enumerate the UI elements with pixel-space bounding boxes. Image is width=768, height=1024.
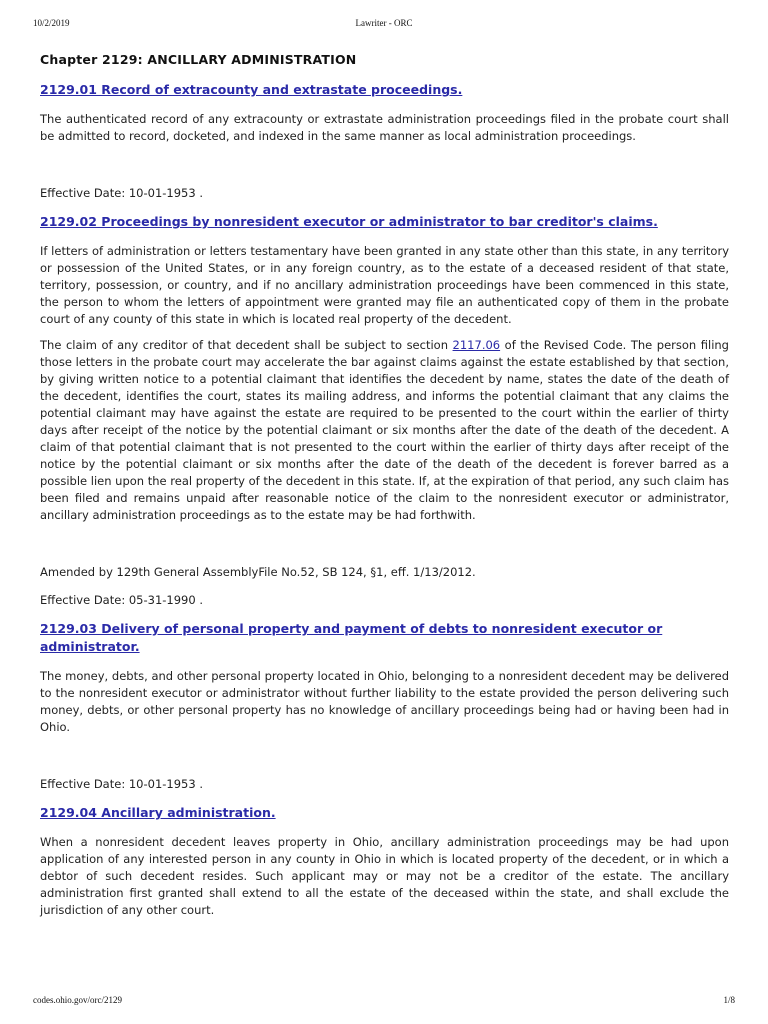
effective-date-2129-02: Effective Date: 05-31-1990 . bbox=[40, 593, 203, 607]
section-text-2129-02-p2 bbox=[40, 337, 729, 524]
section-2117-06-link[interactable]: 2117.06 bbox=[452, 338, 501, 352]
document-content bbox=[40, 47, 729, 928]
section-link-2129-03[interactable]: 2129.03 Delivery of personal property and payment of debts to nonresident executor or administrator. bbox=[40, 621, 663, 654]
print-url: codes.ohio.gov/orc/2129 bbox=[33, 995, 122, 1005]
print-title: Lawriter - ORC bbox=[355, 18, 413, 28]
p2-text-start: The claim of any creditor of that decedent shall be subject to section bbox=[40, 338, 453, 352]
section-link-2129-02[interactable]: 2129.02 Proceedings by nonresident executor or administrator to bar creditor's claims. bbox=[40, 214, 658, 229]
page-number: 1/8 bbox=[723, 995, 735, 1005]
section-link-2129-01[interactable]: 2129.01 Record of extracounty and extrastate proceedings. bbox=[40, 82, 463, 97]
section-text-2129-02-p1: If letters of administration or letters testamentary have been granted in any state other than this state, in any territory or possession of the United States, or in any foreign country, as to the estate of a deceased resident of that state, territory, possession, or country, and if no ancillary administration proceedings have been commenced in this state, the person to whom the letters of appointment were granted may file an authenticated copy of them in the probate court of any county of this state in which is located real property of the decedent. bbox=[40, 244, 729, 326]
effective-date-2129-01: Effective Date: 10-01-1953 . bbox=[40, 186, 203, 200]
print-footer bbox=[33, 995, 735, 1007]
chapter-title: Chapter 2129: ANCILLARY ADMINISTRATION bbox=[40, 52, 357, 67]
amended-note-2129-02: Amended by 129th General AssemblyFile No.52, SB 124, §1, eff. 1/13/2012. bbox=[40, 565, 476, 579]
section-heading-2129-02 bbox=[40, 213, 729, 231]
p2-text-end: of the Revised Code. The person filing those letters in the probate court may accelerate the bar against claims against the estate established by that section, by giving written notice to a potential claimant that identifies the decedent by name, states the date of the death of the decedent, identifies the court, states its mailing address, and informs the potential claimant that any claims the potential claimant may have against the estate are required to be presented to the court within the earlier of thirty days after receipt of the notice by the potential claimant or six months after the date of the death of the decedent. A claim of that potential claimant that is not presented to the court within the earlier of thirty days after receipt of the notice by the potential claimant or six months after the date of the death of the decedent is forever barred as a possible lien upon the real property of the decedent in this state. If, at the expiration of that period, any such claim has been filed and remains unpaid after reasonable notice of the claim to the nonresident executor or administrator, ancillary administration proceedings as to the estate may be had forthwith. bbox=[40, 338, 729, 522]
print-header bbox=[33, 18, 735, 30]
section-text-2129-04: When a nonresident decedent leaves property in Ohio, ancillary administration proceedings may be had upon application of any interested person in any county in Ohio in which is located property of the decedent, or in which a debtor of such decedent resides. Such applicant may or may not be a creditor of the estate. The ancillary administration first granted shall extend to all the estate of the deceased within the state, and shall exclude the jurisdiction of any other court. bbox=[40, 835, 729, 917]
section-heading-2129-04 bbox=[40, 804, 729, 822]
section-text-2129-03: The money, debts, and other personal property located in Ohio, belonging to a nonresident decedent may be delivered to the nonresident executor or administrator without further liability to the estate provided the person delivering such money, debts, or other personal property has no knowledge of ancillary proceedings being had or having been had in Ohio. bbox=[40, 669, 729, 734]
print-date: 10/2/2019 bbox=[33, 18, 70, 28]
section-link-2129-04[interactable]: 2129.04 Ancillary administration. bbox=[40, 805, 276, 820]
section-heading-2129-01 bbox=[40, 81, 729, 99]
section-heading-2129-03 bbox=[40, 620, 729, 656]
section-text-2129-01: The authenticated record of any extracounty or extrastate administration proceedings filed in the probate court shall be admitted to record, docketed, and indexed in the same manner as local administration proceedings. bbox=[40, 112, 729, 143]
effective-date-2129-03: Effective Date: 10-01-1953 . bbox=[40, 777, 203, 791]
